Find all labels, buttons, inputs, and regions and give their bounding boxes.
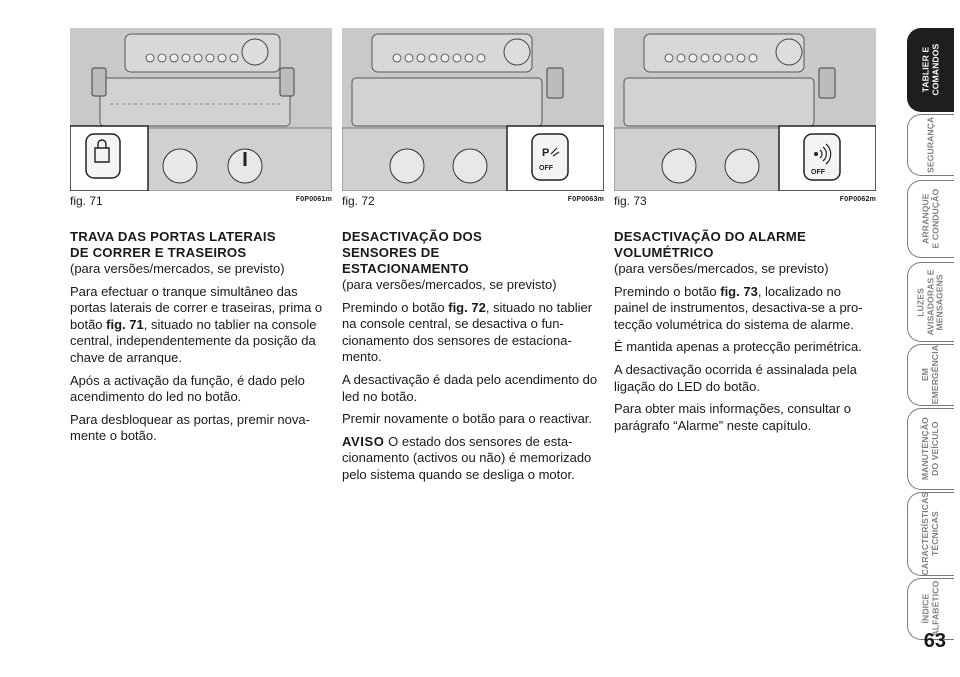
section-subtitle: (para versões/mercados, se previsto) <box>614 261 829 276</box>
tab-seguranca[interactable]: SEGURANÇA <box>907 114 954 176</box>
figure-72-caption <box>342 194 604 208</box>
tab-caracteristicas-tecnicas[interactable]: CARACTERÍSTICAS TÉCNICAS <box>907 492 954 576</box>
dashboard-illustration <box>70 28 332 191</box>
figure-code: F0P0061m <box>295 196 332 203</box>
figure-73 <box>614 28 876 191</box>
figure-73-caption <box>614 194 876 208</box>
tab-luzes-avisadoras[interactable]: LUZES AVISADORAS E MENSAGENS <box>907 262 954 342</box>
svg-text:OFF: OFF <box>811 169 825 176</box>
paragraph: Premindo o botão fig. 73, localizado no painel de instrumentos, desactiva-se a protecção volumétrica do sistema de alarme. <box>614 283 863 332</box>
figure-reference: fig. 71 <box>106 316 144 332</box>
dashboard-illustration <box>614 28 876 191</box>
section-door-lock <box>70 229 328 451</box>
figure-label: fig. 71 <box>70 194 103 208</box>
figure-label: fig. 72 <box>342 194 375 208</box>
figure-code: F0P0062m <box>839 196 876 203</box>
tab-tablier-e-comandos[interactable]: TABLIER E COMANDOS <box>907 28 954 112</box>
figure-reference: fig. 72 <box>448 299 486 315</box>
paragraph: A desactivação ocorrida é assinalada pela ligação do LED do botão. <box>614 361 857 394</box>
tab-indice-alfabetico[interactable]: ÍNDICE ALFABÉTICO <box>907 578 954 640</box>
warning-label: AVISO <box>342 433 385 449</box>
paragraph: Para obter mais informações, consultar o parágrafo “Alarme” neste capítulo. <box>614 401 851 433</box>
section-title: TRAVA DAS PORTAS LATERAIS DE CORRER E TRASEIROS <box>70 229 276 260</box>
warning-paragraph: AVISO O estado dos sensores de estacionamento (activos ou não) é memorizado pelo sistema quando se desliga o motor. <box>342 433 592 482</box>
figure-label: fig. 73 <box>614 194 647 208</box>
figure-71 <box>70 28 332 191</box>
section-parking-sensors <box>342 229 600 490</box>
paragraph: Após a activação da função, é dado pelo acendimento do led no botão. <box>70 372 305 405</box>
section-subtitle: (para versões/mercados, se previsto) <box>342 277 557 292</box>
paragraph: A desactivação é dada pelo acendimento do led no botão. <box>342 371 598 404</box>
tab-em-emergencia[interactable]: EM EMERGÊNCIA <box>907 344 954 406</box>
tab-manutencao-do-veiculo[interactable]: MANUTENÇÃO DO VEÍCULO <box>907 408 954 490</box>
paragraph: Para desbloquear as portas, premir novamente o botão. <box>70 411 310 444</box>
figure-72 <box>342 28 604 191</box>
section-volumetric-alarm <box>614 229 872 440</box>
section-title: DESACTIVAÇÃO DO ALARME VOLUMÉTRICO <box>614 229 806 260</box>
svg-text:P: P <box>542 147 550 159</box>
section-title: DESACTIVAÇÃO DOS SENSORES DE ESTACIONAMENTO <box>342 229 482 276</box>
paragraph: Premir novamente o botão para o reactivar. <box>342 411 593 427</box>
paragraph: Para efectuar o tranque simultâneo das portas laterais de correr e traseiras, prima o botão fig. 71, situado no tablier na console central, independentemente da posição da chave de arranque. <box>70 283 323 365</box>
section-subtitle: (para versões/mercados, se previsto) <box>70 261 285 276</box>
figure-71-caption <box>70 194 332 208</box>
paragraph: Premindo o botão fig. 72, situado no tablier na console central, se desactiva o funcionamento dos sensores de estacionamento. <box>342 299 593 365</box>
figure-reference: fig. 73 <box>720 283 758 299</box>
tab-arranque-e-conducao[interactable]: ARRANQUE E CONDUÇÃO <box>907 180 954 258</box>
page-number: 63 <box>923 630 946 652</box>
dashboard-illustration <box>342 28 604 191</box>
svg-text:OFF: OFF <box>539 165 553 172</box>
paragraph: É mantida apenas a protecção perimétrica. <box>614 339 862 355</box>
figure-code: F0P0063m <box>567 196 604 203</box>
